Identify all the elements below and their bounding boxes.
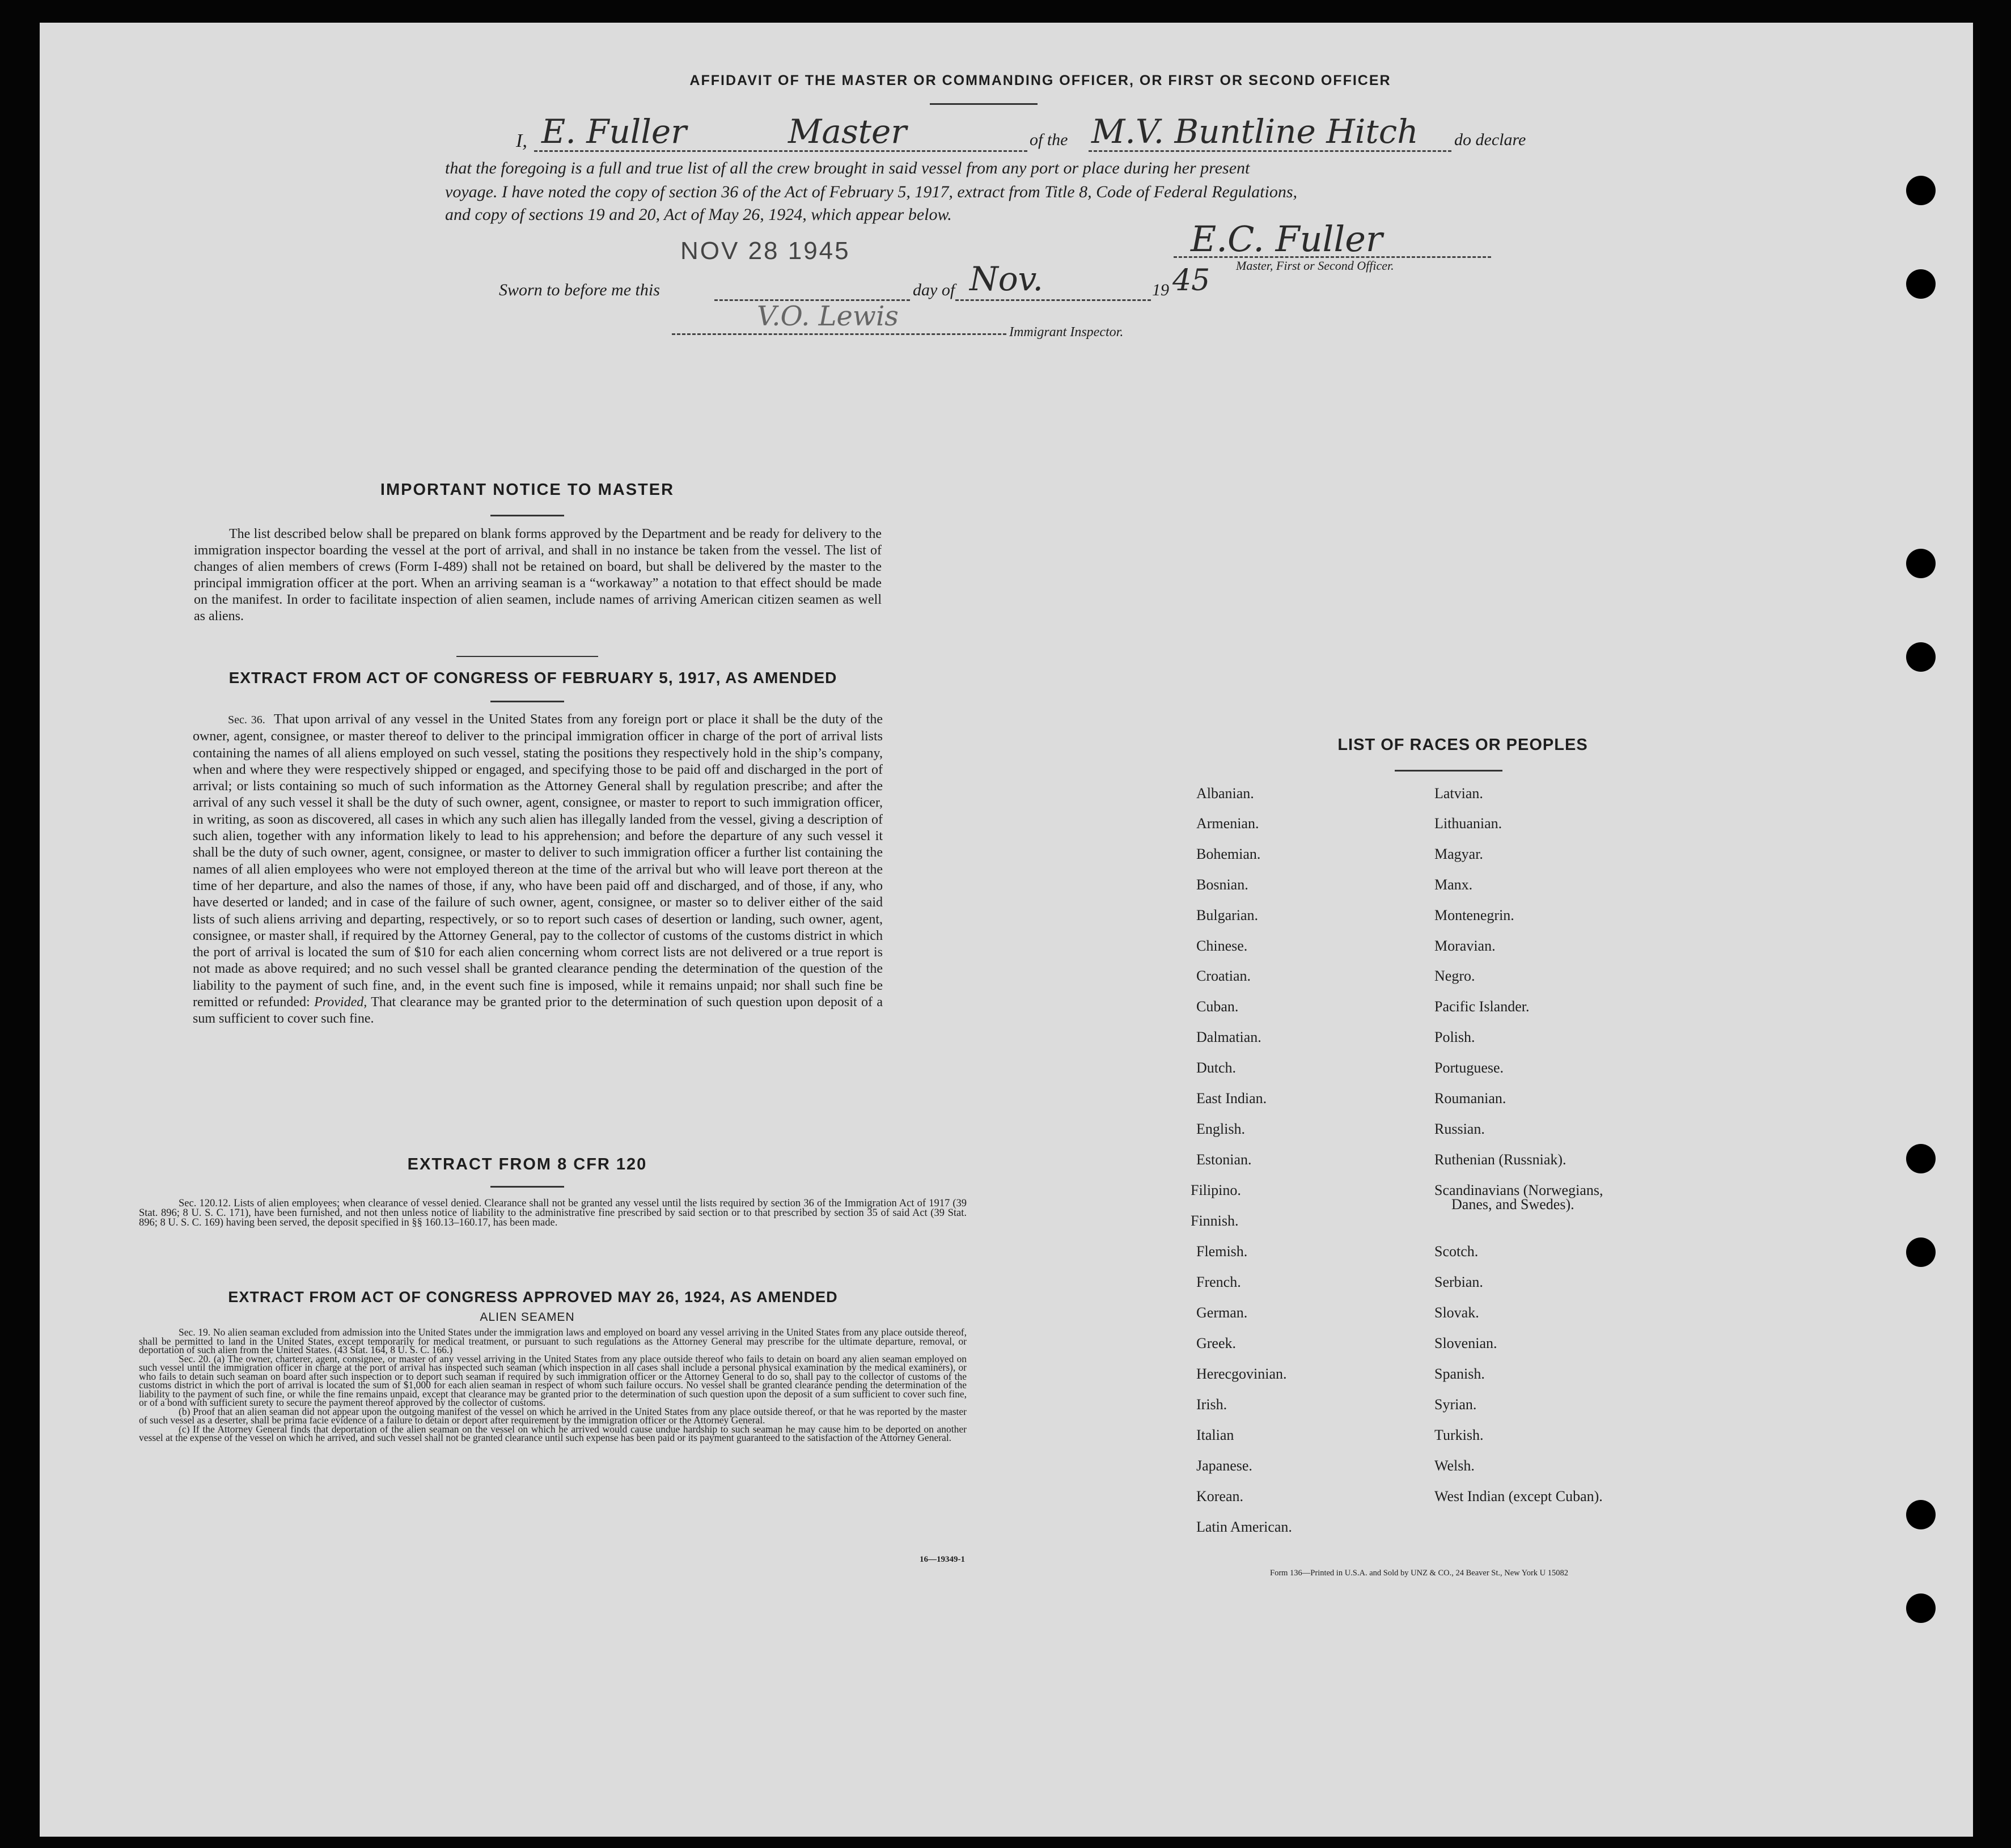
race-item: Roumanian. xyxy=(1434,1090,1506,1107)
race-item: Serbian. xyxy=(1434,1274,1483,1290)
race-item: Danes, and Swedes). xyxy=(1451,1196,1574,1213)
race-item: Syrian. xyxy=(1434,1396,1477,1413)
date-stamp: NOV 28 1945 xyxy=(680,237,850,265)
punch-hole xyxy=(1906,549,1936,578)
race-item: Lithuanian. xyxy=(1434,815,1502,832)
notice-underline xyxy=(490,515,564,516)
race-item: Russian. xyxy=(1434,1121,1485,1137)
affidavit-title: AFFIDAVIT OF THE MASTER OR COMMANDING OFFICER, OR FIRST OR SECOND OFFICER xyxy=(689,73,1391,88)
document-page xyxy=(40,23,1973,1837)
title-underline xyxy=(930,103,1038,105)
inspector-label: Immigrant Inspector. xyxy=(1009,325,1124,340)
cfr-sec: Sec. 120.12. xyxy=(179,1198,231,1209)
notice-title: IMPORTANT NOTICE TO MASTER xyxy=(380,481,675,499)
punch-hole xyxy=(1906,1593,1936,1623)
do-declare-label: do declare xyxy=(1454,130,1526,149)
inspector-signature: V.O. Lewis xyxy=(757,300,899,332)
race-item: Slovenian. xyxy=(1434,1335,1497,1351)
race-item: Scandinavians (Norwegians, xyxy=(1434,1182,1603,1198)
master-signature: E.C. Fuller xyxy=(1191,218,1383,260)
race-item: Croatian. xyxy=(1196,968,1251,984)
cfr-text: Lists of alien employees; when clearance of vessel denied. Clearance shall not be granted any vessel until the lists required by section 36 of the Immigration Act of 1917 (39 Stat. 896; 8 U. S. C. 171), have been furnished, and not then unless notice of liability to the administrative fine prescribed by said section or to that prescribed by section 35 of said Act (39 Stat. 896; 8 U. S. C. 169) having been served, the deposit specified in §§ 160.13–160.17, has been made. xyxy=(139,1198,967,1228)
race-item: West Indian (except Cuban). xyxy=(1434,1488,1603,1504)
race-item: Welsh. xyxy=(1434,1457,1475,1474)
races-underline xyxy=(1395,770,1502,772)
race-item: Turkish. xyxy=(1434,1427,1484,1443)
race-item: Estonian. xyxy=(1196,1151,1252,1168)
race-item: Cuban. xyxy=(1196,998,1239,1015)
race-item: Irish. xyxy=(1196,1396,1227,1413)
of-the-label: of the xyxy=(1030,130,1068,149)
race-item: Negro. xyxy=(1434,968,1475,984)
race-item: Slovak. xyxy=(1434,1304,1479,1321)
punch-hole xyxy=(1906,1144,1936,1173)
master-name-handwritten: E. Fuller xyxy=(541,112,687,151)
act1924-sec19: Sec. 19. No alien seaman excluded from admission into the United States under the immigration laws and employed on board any vessel arriving in the United States from any place outside thereof, shall be permitted to land in the United States, except temporarily for medical treatment, or pursuant to such regulations as the Attorney General may prescribe for the ultimate departure, removal, or deportation of such alien from the United States. (43 Stat. 164, 8 U. S. C. 166.) xyxy=(139,1326,967,1355)
race-item: French. xyxy=(1196,1274,1241,1290)
i-label: I, xyxy=(516,130,527,151)
act1917-sec: Sec. 36. xyxy=(228,714,265,726)
races-title: LIST OF RACES OR PEOPLES xyxy=(1337,736,1588,754)
act1924-body xyxy=(139,1328,967,1443)
act1917-text: That upon arrival of any vessel in the United States from any foreign port or place it shall be the duty of the owner, agent, consignee, or master thereof to deliver to the principal immigration officer in charge of the port of arrival lists containing the names of all aliens employed on such vessel, stating the positions they respectively hold in the ship’s company, when and where they were respectively shipped or engaged, and specifying those to be paid off and discharged in the port of arrival; or lists containing so much of such information as the Attorney General shall by regulation prescribe; and after the arrival of any such vessel it shall be the duty of such owner, agent, consignee, or master to report to such immigration officer, in writing, as soon as discovered, all cases in which any such alien has illegally landed from the vessel, giving a description of such alien, together with any information likely to lead to his apprehension; and before the departure of any such vessel it shall be the duty of such owner, agent, consignee, or master to deliver to such immigration officer a further list containing the names of all alien employees who were not employed thereon at the time of the arrival but who will leave port thereon at the time of her departure, and also the names of those, if any, who have been paid off and discharged, and of those, if any, who have deserted or landed; and in case of the failure of such owner, agent, consignee, or master so to deliver either of the said lists of such aliens arriving and departing, respectively, or so to report such cases of desertion or landing, such owner, agent, consignee, or master shall, if required by the Attorney General, pay to the collector of customs of the customs district in which the port of arrival is located the sum of $10 for each alien concerning whom correct lists are not delivered or a true report is not made as above required; and no such vessel shall be granted clearance pending the determination of the question of the liability to the payment of such fine, and, in the event such fine is imposed, while it remains unpaid; nor shall such fine be remitted or refunded: xyxy=(193,712,883,1010)
race-item: Italian xyxy=(1196,1427,1234,1443)
race-item: Portuguese. xyxy=(1434,1059,1504,1076)
punch-hole xyxy=(1906,176,1936,205)
cfr-title: EXTRACT FROM 8 CFR 120 xyxy=(407,1155,647,1173)
master-officer-label: Master, First or Second Officer. xyxy=(1236,258,1394,273)
punch-hole xyxy=(1906,1500,1936,1529)
race-item: Greek. xyxy=(1196,1335,1237,1351)
race-item: Chinese. xyxy=(1196,938,1248,954)
race-item: Spanish. xyxy=(1434,1366,1485,1382)
act1924-sec20b: (b) Proof that an alien seaman did not appear upon the outgoing manifest of the vessel on which he arrived in the United States from any place outside thereof, or that he was reported by the master of such vessel as a deserter, shall be prima facie evidence of a failure to detain or deport after requirement by the immigration officer or the Attorney General. xyxy=(139,1405,967,1426)
notice-divider xyxy=(456,656,598,657)
race-item: Herecgovinian. xyxy=(1196,1366,1287,1382)
race-item: Bosnian. xyxy=(1196,876,1248,893)
rank-handwritten: Master xyxy=(788,112,907,151)
month-line xyxy=(955,299,1151,301)
race-item: Finnish. xyxy=(1191,1213,1239,1229)
sworn-label: Sworn to before me this xyxy=(499,281,660,299)
cfr-body xyxy=(139,1199,967,1228)
signature-line xyxy=(1174,256,1491,258)
act1924-title: EXTRACT FROM ACT OF CONGRESS APPROVED MAY 26, 1924, AS AMENDED xyxy=(228,1288,838,1306)
race-item: Pacific Islander. xyxy=(1434,998,1530,1015)
race-item: Moravian. xyxy=(1434,938,1496,954)
race-item: Polish. xyxy=(1434,1029,1475,1045)
act1924-sec20a: Sec. 20. (a) The owner, charterer, agent, consignee, or master of any vessel arriving in the United States from any place outside thereof who fails to detain on board any alien seaman employed on such vessel until the immigration officer in charge at the port of arrival has inspected such seaman (which inspection in all cases shall include a personal physical examination by the medical examiners), or who fails to detain such seaman on board after such inspection or to deport such seaman if required by such immigration officer or the Attorney General to do so, shall pay to the collector of customs of the customs district in which the port of arrival is located the sum of $1,000 for each alien seaman in respect of whom such failure occurs. No vessel shall be granted clearance pending the determination of the liability to the payment of such fine, or while the fine remains unpaid, except that clearance may be granted prior to the determination of such question upon the deposit of a sum sufficient to cover such fine, or of a bond with sufficient surety to secure the payment thereof approved by the collector of customs. xyxy=(139,1353,967,1408)
act1917-provided: Provided, xyxy=(314,995,367,1010)
race-item: Korean. xyxy=(1196,1488,1244,1504)
race-item: Manx. xyxy=(1434,876,1473,893)
race-item: Bohemian. xyxy=(1196,846,1261,862)
race-item: Ruthenian (Russniak). xyxy=(1434,1151,1567,1168)
affidavit-line-3: voyage. I have noted the copy of section 36 of the Act of February 5, 1917, extract from Title 8, Code of Federal Regulations, xyxy=(445,183,1298,201)
form-code: 16—19349-1 xyxy=(920,1555,965,1564)
race-item: Japanese. xyxy=(1196,1457,1252,1474)
race-item: Bulgarian. xyxy=(1196,907,1259,923)
cfr-underline xyxy=(490,1186,564,1188)
punch-hole xyxy=(1906,642,1936,672)
year-prefix: 19 xyxy=(1152,281,1169,299)
race-item: Montenegrin. xyxy=(1434,907,1514,923)
notice-body: The list described below shall be prepared on blank forms approved by the Department and be ready for delivery to the immigration inspector boarding the vessel at the port of arrival, and shall in no instance be taken from the vessel. The list of changes of alien members of crews (Form I-489) shall not be retained on board, but shall be delivered by the master to the principal immigration officer at the port. When an arriving seaman is a “workaway” a notation to that effect should be made on the manifest. In order to facilitate inspection of alien seamen, include names of arriving American citizen seamen as well as aliens. xyxy=(194,527,882,624)
act1917-title: EXTRACT FROM ACT OF CONGRESS OF FEBRUARY 5, 1917, AS AMENDED xyxy=(228,669,837,686)
race-item: Armenian. xyxy=(1196,815,1259,832)
race-item: Filipino. xyxy=(1191,1182,1241,1198)
act1924-sec20c: (c) If the Attorney General finds that deportation of the alien seaman on the vessel on which he arrived would cause undue hardship to such seaman he may cause him to be deported on another vessel at the expense of the vessel on which he arrived, and such vessel shall not be granted clearance until such expense has been paid or its payment guaranteed to the satisfaction of the Attorney General. xyxy=(139,1423,967,1443)
act1917-underline xyxy=(490,701,564,702)
race-item: Dalmatian. xyxy=(1196,1029,1261,1045)
act1924-subtitle: ALIEN SEAMEN xyxy=(480,1311,575,1324)
race-item: Flemish. xyxy=(1196,1243,1248,1260)
vessel-handwritten: M.V. Buntline Hitch xyxy=(1091,112,1419,151)
race-item: Dutch. xyxy=(1196,1059,1237,1076)
day-of-label: day of xyxy=(913,281,955,299)
affidavit-line-2: that the foregoing is a full and true list of all the crew brought in said vessel from any port or place during her present xyxy=(445,159,1250,177)
race-item: Scotch. xyxy=(1434,1243,1479,1260)
affidavit-line-4: and copy of sections 19 and 20, Act of May 26, 1924, which appear below. xyxy=(445,205,952,224)
race-item: East Indian. xyxy=(1196,1090,1267,1107)
race-item: Latin American. xyxy=(1196,1519,1292,1535)
inspector-line xyxy=(672,333,1006,335)
act1917-body xyxy=(193,711,883,1028)
race-item: German. xyxy=(1196,1304,1248,1321)
month-handwritten: Nov. xyxy=(969,260,1043,298)
punch-hole xyxy=(1906,1237,1936,1267)
race-item: Albanian. xyxy=(1196,785,1254,802)
act1917-tail: That clearance may be granted prior to the determination of such question upon deposit of a sum sufficient to cover such fine. xyxy=(193,995,883,1027)
punch-hole xyxy=(1906,269,1936,299)
races-footer: Form 136—Printed in U.S.A. and Sold by UNZ & CO., 24 Beaver St., New York U 15082 xyxy=(1270,1569,1569,1578)
race-item: Latvian. xyxy=(1434,785,1483,802)
year-handwritten: 45 xyxy=(1172,264,1210,298)
race-item: English. xyxy=(1196,1121,1245,1137)
race-item: Magyar. xyxy=(1434,846,1483,862)
